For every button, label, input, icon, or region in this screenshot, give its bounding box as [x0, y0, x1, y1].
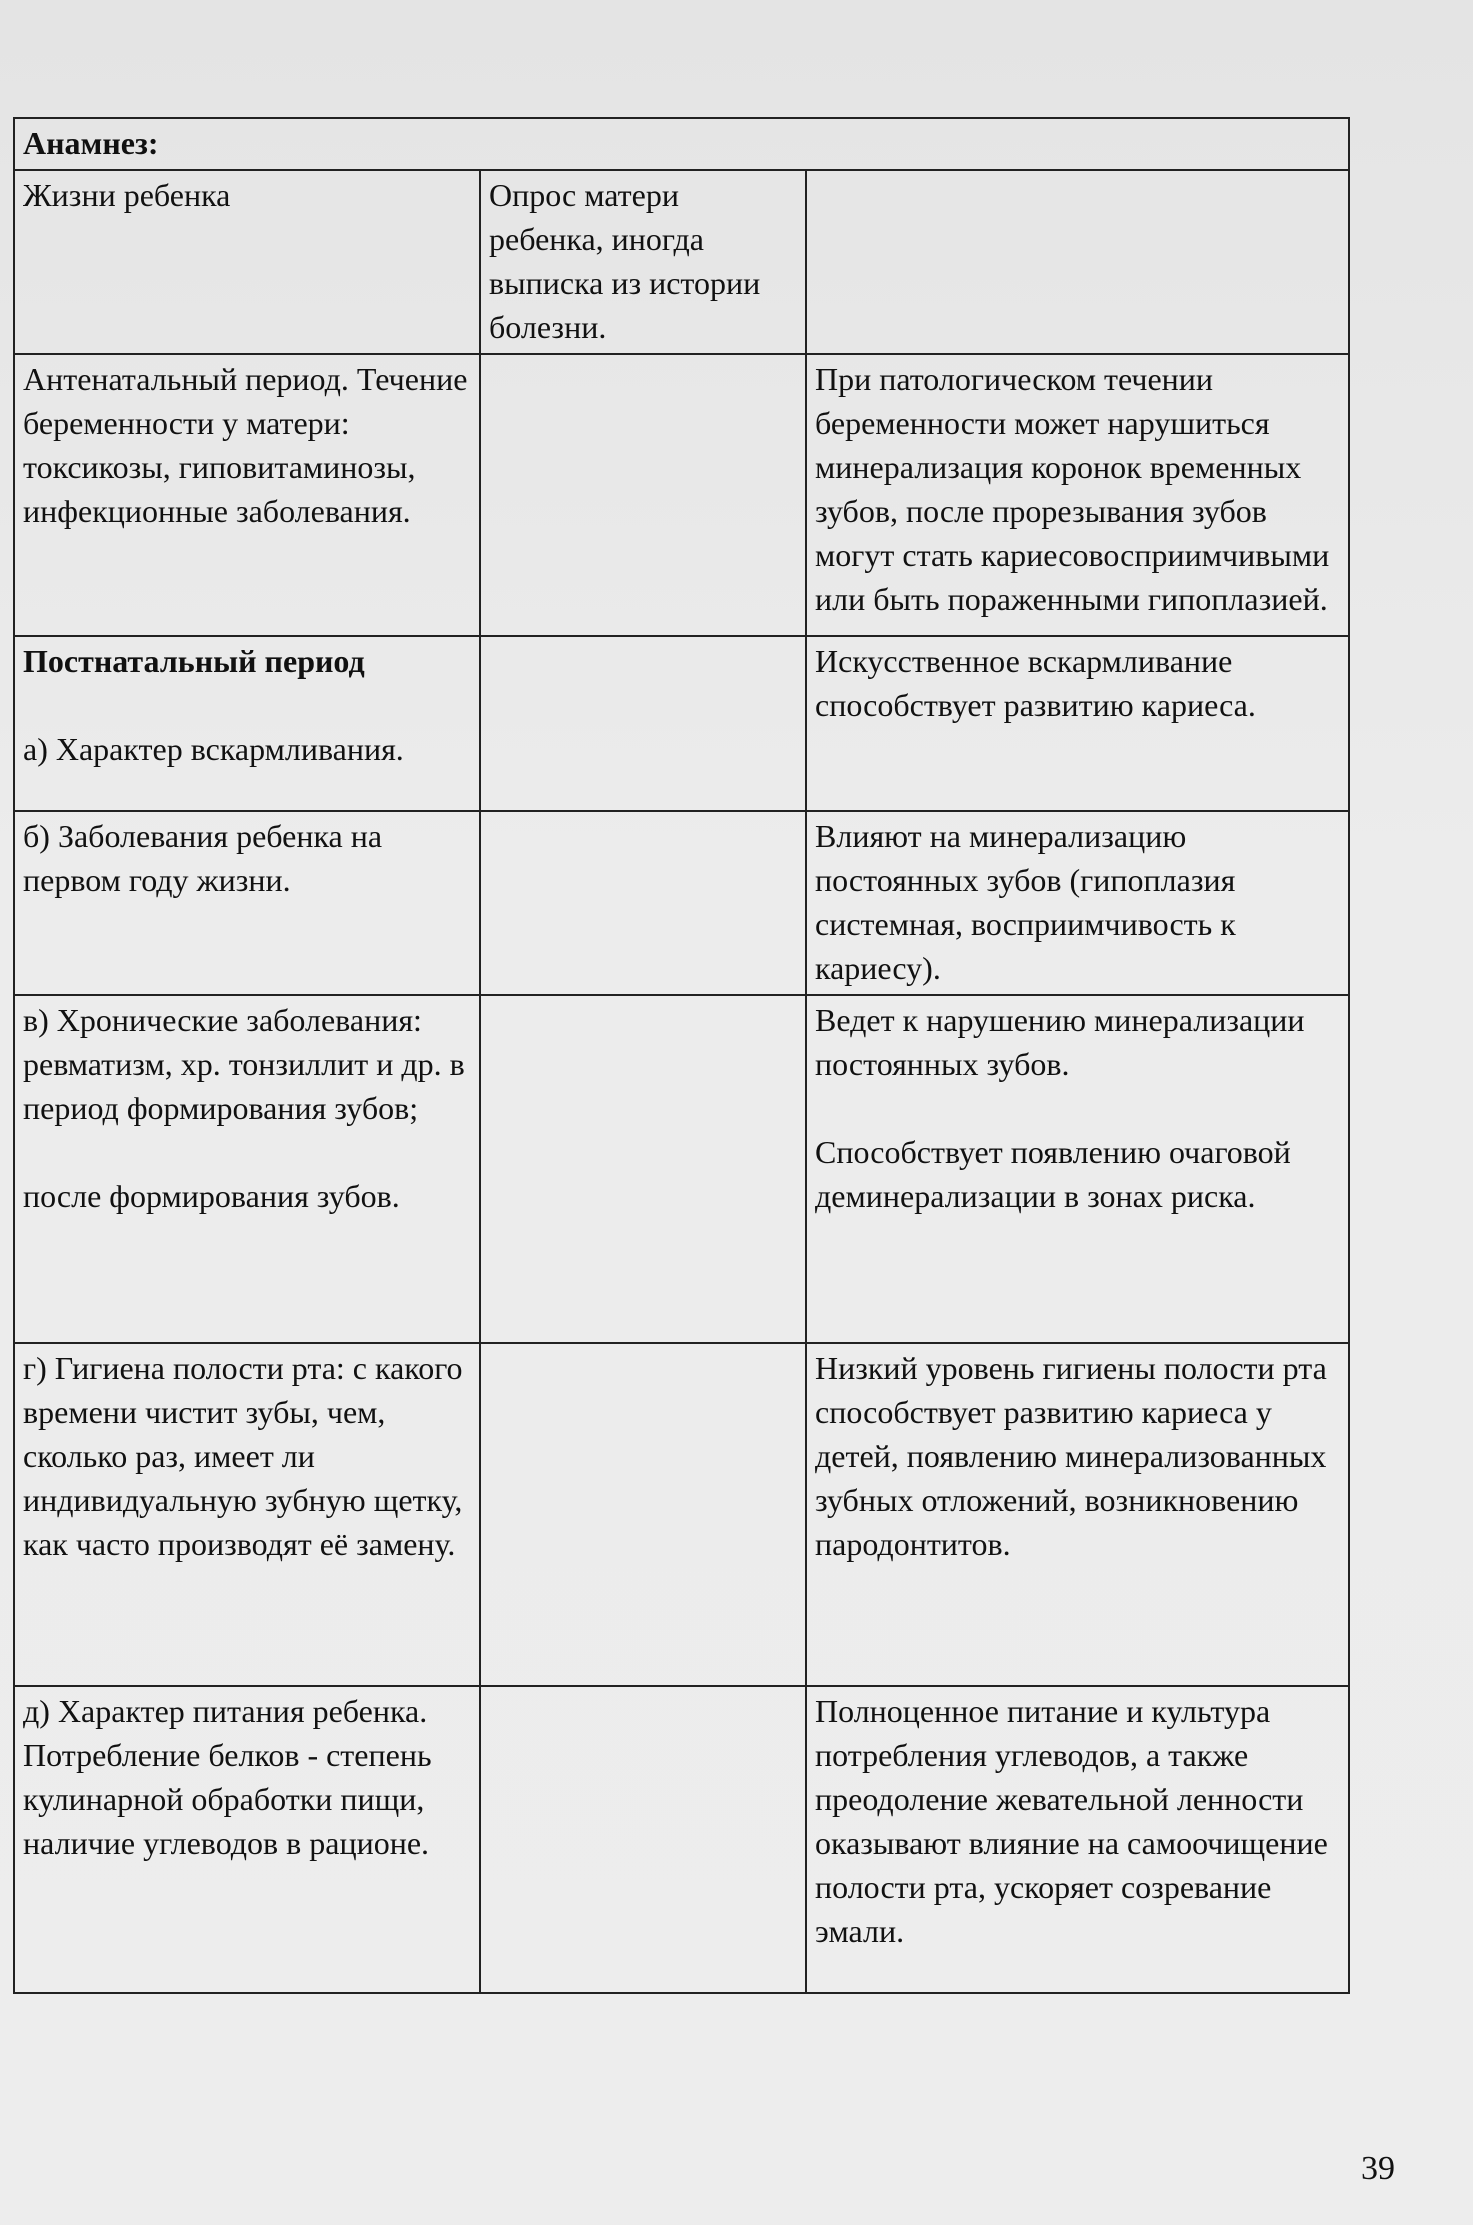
- chronic-during: в) Хронические заболевания: ревматизм, хр. тонзиллит и др. в период формирования зубов;: [23, 1002, 465, 1126]
- row-antenatal-col2: [480, 354, 806, 636]
- postnatal-title: Постнатальный период: [23, 643, 365, 679]
- chronic-after: после формирования зубов.: [23, 1178, 400, 1214]
- row-nutrition-col2: [480, 1686, 806, 1993]
- table-header-cell: Анамнез:: [14, 118, 1349, 170]
- table-row: [14, 811, 1349, 995]
- page-number: 39: [1361, 2150, 1395, 2187]
- row-first-year-col3: Влияют на минерализацию постоянных зубов (гипоплазия системная, восприимчивость к кариесу).: [806, 811, 1349, 995]
- row-chronic-col2: [480, 995, 806, 1343]
- spacer: [23, 1130, 473, 1174]
- chronic-effect-during: Ведет к нарушению минерализации постоянных зубов.: [815, 1002, 1305, 1082]
- anamnesis-table: [13, 117, 1350, 1994]
- chronic-effect-after: Способствует появлению очаговой деминерализации в зонах риска.: [815, 1134, 1291, 1214]
- row-hygiene-col1: г) Гигиена полости рта: с какого времени чистит зубы, чем, сколько раз, имеет ли индивидуальную зубную щетку, как часто производят её замену.: [14, 1343, 480, 1686]
- row-chronic-col3: [806, 995, 1349, 1343]
- row-nutrition-col3: Полноценное питание и культура потребления углеводов, а также преодоление жевательной ленности оказывают влияние на самоочищение полости рта, ускоряет созревание эмали.: [806, 1686, 1349, 1993]
- row-first-year-col1: б) Заболевания ребенка на первом году жизни.: [14, 811, 480, 995]
- spacer: [815, 1086, 1342, 1130]
- row-chronic-col1: [14, 995, 480, 1343]
- spacer: [23, 683, 473, 727]
- table-row: [14, 1343, 1349, 1686]
- row-life-col2: Опрос матери ребенка, иногда выписка из истории болезни.: [480, 170, 806, 354]
- row-antenatal-col3: При патологическом течении беременности может нарушиться минерализация коронок временных зубов, после прорезывания зубов могут стать кариесовосприимчивыми или быть пораженными гипоплазией.: [806, 354, 1349, 636]
- row-postnatal-col2: [480, 636, 806, 811]
- table-row: [14, 354, 1349, 636]
- table-row: [14, 170, 1349, 354]
- row-nutrition-col1: д) Характер питания ребенка. Потребление белков - степень кулинарной обработки пищи, наличие углеводов в рационе.: [14, 1686, 480, 1993]
- row-first-year-col2: [480, 811, 806, 995]
- table-row: [14, 995, 1349, 1343]
- feeding-type: а) Характер вскармливания.: [23, 731, 404, 767]
- row-antenatal-col1: Антенатальный период. Течение беременности у матери: токсикозы, гиповитаминозы, инфекционные заболевания.: [14, 354, 480, 636]
- row-life-col1: Жизни ребенка: [14, 170, 480, 354]
- row-life-col3: [806, 170, 1349, 354]
- table-row: [14, 1686, 1349, 1993]
- row-hygiene-col2: [480, 1343, 806, 1686]
- row-hygiene-col3: Низкий уровень гигиены полости рта способствует развитию кариеса у детей, появлению минерализованных зубных отложений, возникновению пародонтитов.: [806, 1343, 1349, 1686]
- row-postnatal-col1: [14, 636, 480, 811]
- row-postnatal-col3: Искусственное вскармливание способствует развитию кариеса.: [806, 636, 1349, 811]
- table-row: [14, 636, 1349, 811]
- table-header-row: [14, 118, 1349, 170]
